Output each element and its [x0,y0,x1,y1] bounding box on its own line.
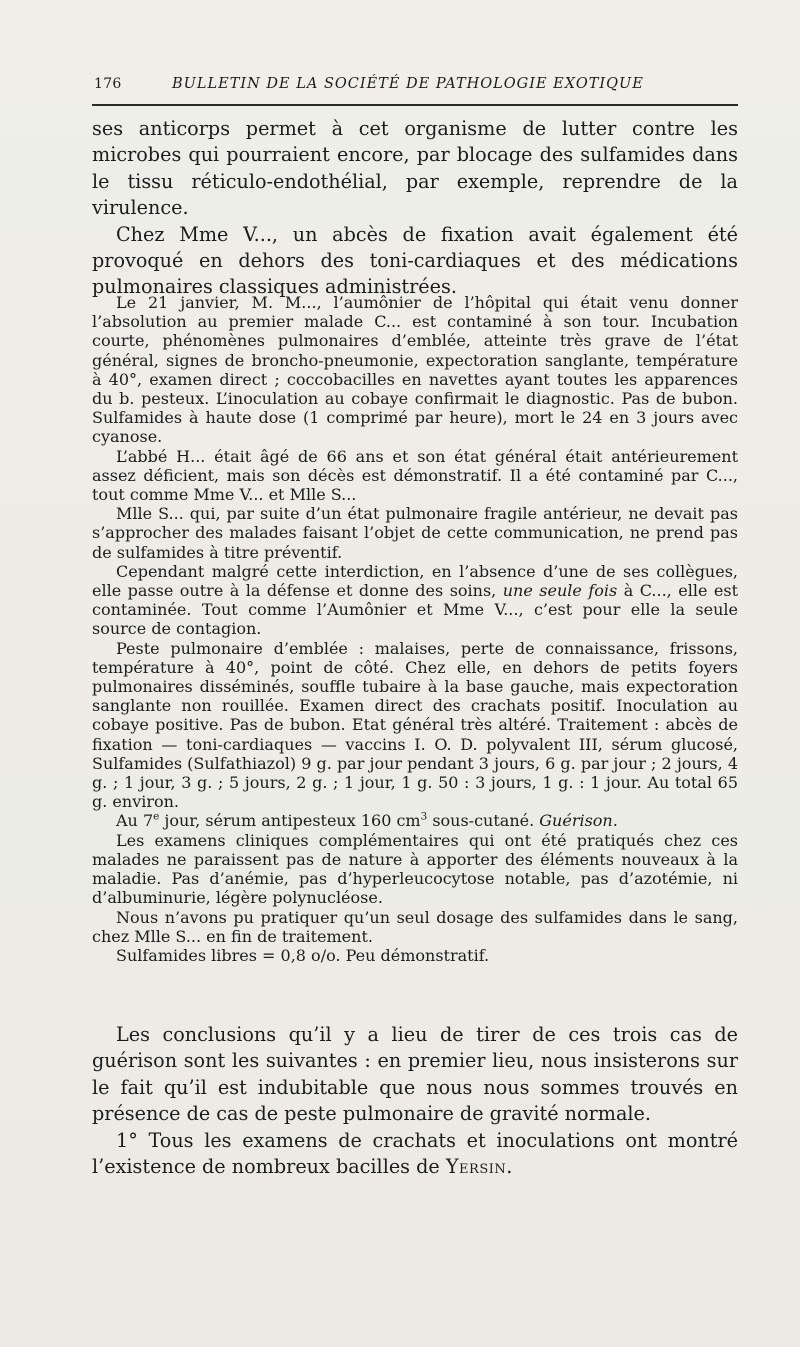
paragraph: Mlle S... qui, par suite d’un état pulmonaire fragile antérieur, ne devait pas s’approcher des malades faisant l’objet de cette communication, ne prend pas de sulfamides à titre préventif. [92,504,738,562]
paragraph [92,811,738,830]
paragraph: ses anticorps permet à cet organisme de lutter contre les microbes qui pourraient encore, par blocage des sulfamides dans le tissu réticulo-endothélial, par exemple, reprendre de la virulence. [92,117,738,220]
header-rule [92,104,738,106]
text-run: 1° Tous les examens de crachats et inoculations ont montré l’existence de nombreux bacilles de [92,1128,738,1179]
paragraph: Chez Mme V..., un abcès de fixation avait également été provoqué en dehors des toni-cardiaques et des médications pulmonaires classiques administrées. [92,222,738,299]
paragraph: Les conclusions qu’il y a lieu de tirer de ces trois cas de guérison sont les suivantes : en premier lieu, nous insisterons sur le fait qu’il est indubitable que nous nous sommes trouvés en présence de cas de peste pulmonaire de gravité normale. [92,1023,738,1126]
emphasis: une seule fois [502,581,618,601]
text-run: à C..., elle est contaminée. Tout comme l’Aumônier et Mme V..., c’est pour elle la seule source de contagion. [92,581,739,639]
superscript: e [153,811,160,824]
conclusion-block [92,1022,738,1180]
text-run: Au 7 [116,811,154,831]
paragraph: Nous n’avons pu pratiquer qu’un seul dosage des sulfamides dans le sang, chez Mlle S... en fin de traitement. [92,907,738,946]
text-run: jour, sérum antipesteux 160 cm [159,811,421,831]
page-number: 176 [94,76,122,92]
paragraph: Le 21 janvier, M. M..., l’aumônier de l’hôpital qui était venu donner l’absolution au premier malade C... est contaminé à son tour. Incubation courte, phénomènes pulmonaires d’emblée, atteinte très grave de l’état général, signes de broncho-pneumonie, expectoration sanglante, température à 40°, examen direct ; coccobacilles en navettes ayant toutes les apparences du b. pesteux. L’inoculation au cobaye confirmait le diagnostic. Pas de bubon. Sulfamides à haute dose (1 comprimé par heure), mort le 24 en 3 jours avec cyanose. [92,293,738,447]
text-run: sous-cutané. [427,811,540,831]
paragraph: Les examens cliniques complémentaires qui ont été pratiqués chez ces malades ne paraissent pas de nature à apporter des éléments nouveaux à la maladie. Pas d’anémie, pas d’hyperleucocytose notable, pas d’azotémie, ni d’albuminurie, légère polynucléose. [92,830,738,908]
intro-block [92,116,738,301]
paragraph: Peste pulmonaire d’emblée : malaises, perte de connaissance, frissons, température à 40°, point de côté. Chez elle, en dehors de petits foyers pulmonaires disséminés, souffle tubaire à la base gauche, mais expectoration sanglante non rouillée. Examen direct des crachats positif. Inoculation au cobaye positive. Pas de bubon. Etat général très altéré. Traitement : abcès de fixation — toni-cardiaques — vaccins I. O. D. polyvalent III, sérum glucosé, Sulfamides (Sulfathiazol) 9 g. par jour pendant 3 jours, 6 g. par jour ; 2 jours, 4 g. ; 1 jour, 3 g. ; 5 jours, 2 g. ; 1 jour, 1 g. 50 : 3 jours, 1 g. : 1 jour. Au total 65 g. environ. [92,638,738,812]
text-run: . [506,1155,513,1179]
paragraph [92,1128,738,1181]
emphasis: Guérison. [539,811,618,831]
paragraph: L’abbé H... était âgé de 66 ans et son état général était antérieurement assez déficient, mais son décès est démonstratif. Il a été contaminé par C..., tout comme Mme V... et Mlle S... [92,446,738,505]
journal-title: BULLETIN DE LA SOCIÉTÉ DE PATHOLOGIE EXOTIQUE [172,76,644,92]
paragraph [92,562,738,639]
case-report-block [92,293,738,965]
paragraph: Sulfamides libres = 0,8 o/o. Peu démonstratif. [116,945,490,965]
text-run: Cependant malgré cette interdiction, en l’absence d’une de ses collègues, elle passe outre à la défense et donne des soins, [92,561,738,601]
superscript: 3 [420,811,428,824]
page-header [92,72,738,96]
author-name: Yersin [445,1155,507,1179]
